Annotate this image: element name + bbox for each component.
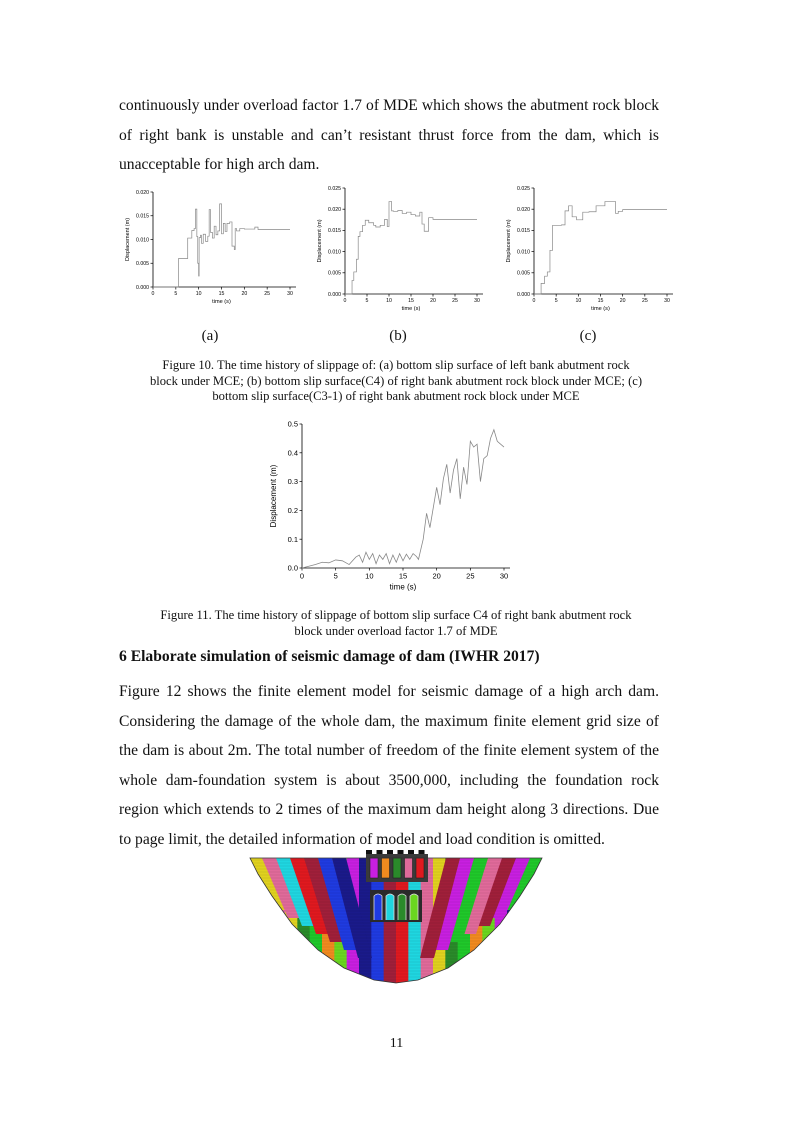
y-tick-label: 0.000 — [517, 291, 530, 298]
series-line — [345, 202, 477, 294]
x-tick-label: 20 — [619, 298, 626, 305]
y-axis-label: Displacement (m) — [125, 217, 131, 262]
x-axis-label: time (s) — [212, 298, 231, 305]
x-tick-label: 15 — [398, 571, 408, 581]
figure-10a-label: (a) — [201, 328, 219, 344]
x-tick-label: 10 — [365, 571, 374, 581]
y-axis-label: Displacement (m) — [506, 219, 512, 263]
crest-pier — [377, 850, 383, 854]
spillway-gate — [382, 858, 390, 878]
y-tick-label: 0.015 — [136, 213, 149, 220]
figure-11-chart — [262, 412, 532, 602]
y-tick-label: 0.000 — [136, 284, 149, 291]
x-tick-label: 20 — [241, 291, 248, 298]
figure-11-caption-line: block under overload factor 1.7 of MDE — [294, 623, 498, 638]
y-tick-label: 0.015 — [328, 228, 341, 235]
y-axis-label: Displacement (m) — [269, 464, 278, 528]
y-tick-label: 0.025 — [328, 185, 341, 192]
x-tick-label: 15 — [597, 298, 604, 305]
crest-pier — [398, 850, 404, 854]
x-tick-label: 5 — [554, 298, 558, 305]
y-tick-label: 0.4 — [287, 448, 298, 458]
x-tick-label: 30 — [499, 571, 509, 581]
y-tick-label: 0.000 — [328, 291, 341, 298]
x-axis-label: time (s) — [591, 305, 610, 312]
figure-10b-chart — [300, 180, 500, 317]
x-tick-label: 0 — [299, 571, 305, 581]
crest-pier — [408, 850, 414, 854]
x-tick-label: 20 — [430, 298, 436, 305]
y-tick-label: 0.020 — [328, 207, 341, 214]
y-tick-label: 0.2 — [287, 506, 298, 516]
outlet-arch — [374, 894, 382, 920]
y-tick-label: 0.5 — [287, 419, 298, 429]
y-tick-label: 0.3 — [287, 477, 298, 487]
figure-10c-label: (c) — [579, 328, 597, 344]
series-line — [534, 202, 667, 294]
x-tick-label: 10 — [575, 298, 582, 305]
series-line — [153, 204, 290, 287]
x-tick-label: 15 — [408, 298, 414, 305]
x-axis-label: time (s) — [389, 582, 417, 592]
x-tick-label: 5 — [333, 571, 338, 581]
figure-11-caption-line: Figure 11. The time history of slippage of bottom slip surface C4 of right bank abutment rock — [160, 608, 632, 622]
section-heading: 6 Elaborate simulation of seismic damage of dam (IWHR 2017) — [119, 648, 540, 665]
dam-finite-element-model — [248, 850, 544, 985]
section-6-paragraph: Figure 12 shows the finite element model for seismic damage of a high arch dam. Considering the damage of the whole dam, the maximum finite element grid size of the dam is about 2m. The total number of freedom of the finite element system of the whole dam-foundation system is about 3500,000, including the foundation rock region which extends to 2 times of the maximum dam height along 3 directions. Due to page limit, the detailed information of model and load condition is omitted. — [119, 683, 659, 848]
figure-10-caption-line: block under MCE; (b) bottom slip surface(C4) of right bank abutment rock block under MCE; (c) — [149, 373, 643, 388]
outlet-arch — [398, 894, 406, 920]
intro-paragraph: continuously under overload factor 1.7 of MDE which shows the abutment rock block of right bank is unstable and can’t resistant thrust force from the dam, which is unacceptable for high arch dam. — [119, 97, 659, 173]
crest-pier — [387, 850, 393, 854]
x-tick-label: 0 — [532, 298, 536, 305]
x-tick-label: 30 — [664, 298, 670, 305]
x-tick-label: 30 — [474, 298, 480, 305]
x-tick-label: 0 — [151, 291, 155, 298]
x-tick-label: 10 — [386, 298, 392, 305]
y-tick-label: 0.005 — [328, 270, 341, 277]
x-tick-label: 5 — [174, 291, 178, 298]
y-tick-label: 0.010 — [328, 249, 341, 256]
spillway-gate — [370, 858, 378, 878]
figure-10-caption-line: Figure 10. The time history of slippage of: (a) bottom slip surface of left bank abutment rock — [162, 358, 630, 372]
figure-11-caption — [96, 608, 696, 639]
x-axis-label: time (s) — [401, 305, 421, 312]
figure-10b-label: (b) — [389, 328, 407, 344]
outlet-arch — [410, 894, 418, 920]
x-tick-label: 25 — [466, 571, 475, 581]
x-tick-label: 5 — [365, 298, 369, 305]
outlet-arch — [386, 894, 394, 920]
x-tick-label: 25 — [264, 291, 271, 298]
y-tick-label: 0.020 — [136, 189, 149, 196]
y-tick-label: 0.1 — [287, 534, 298, 544]
y-tick-label: 0.0 — [287, 563, 298, 573]
y-tick-label: 0.010 — [136, 237, 149, 244]
spillway-gate — [416, 858, 424, 878]
spillway-gate — [393, 858, 401, 878]
y-tick-label: 0.010 — [517, 249, 530, 256]
x-tick-label: 30 — [287, 291, 293, 298]
figure-10a-chart — [110, 182, 310, 317]
y-tick-label: 0.005 — [517, 270, 530, 277]
figure-10-caption-line: bottom slip surface(C3-1) of right bank abutment rock block under MCE — [212, 389, 580, 403]
crest-pier — [366, 850, 372, 854]
x-tick-label: 25 — [641, 298, 648, 305]
crest-pier — [419, 850, 425, 854]
figure-10c-chart — [490, 180, 690, 317]
x-tick-label: 25 — [452, 298, 458, 305]
y-tick-label: 0.020 — [517, 207, 530, 214]
y-tick-label: 0.025 — [517, 185, 530, 192]
x-tick-label: 15 — [218, 291, 225, 298]
x-tick-label: 0 — [343, 298, 347, 305]
y-axis-label: Displacement (m) — [317, 219, 323, 263]
series-line — [302, 430, 504, 568]
figure-10-caption — [96, 358, 696, 405]
x-tick-label: 20 — [432, 571, 441, 581]
spillway-gate — [405, 858, 413, 878]
page-number: 11 — [389, 1036, 404, 1051]
y-tick-label: 0.005 — [136, 261, 149, 268]
y-tick-label: 0.015 — [517, 228, 530, 235]
x-tick-label: 10 — [195, 291, 202, 298]
